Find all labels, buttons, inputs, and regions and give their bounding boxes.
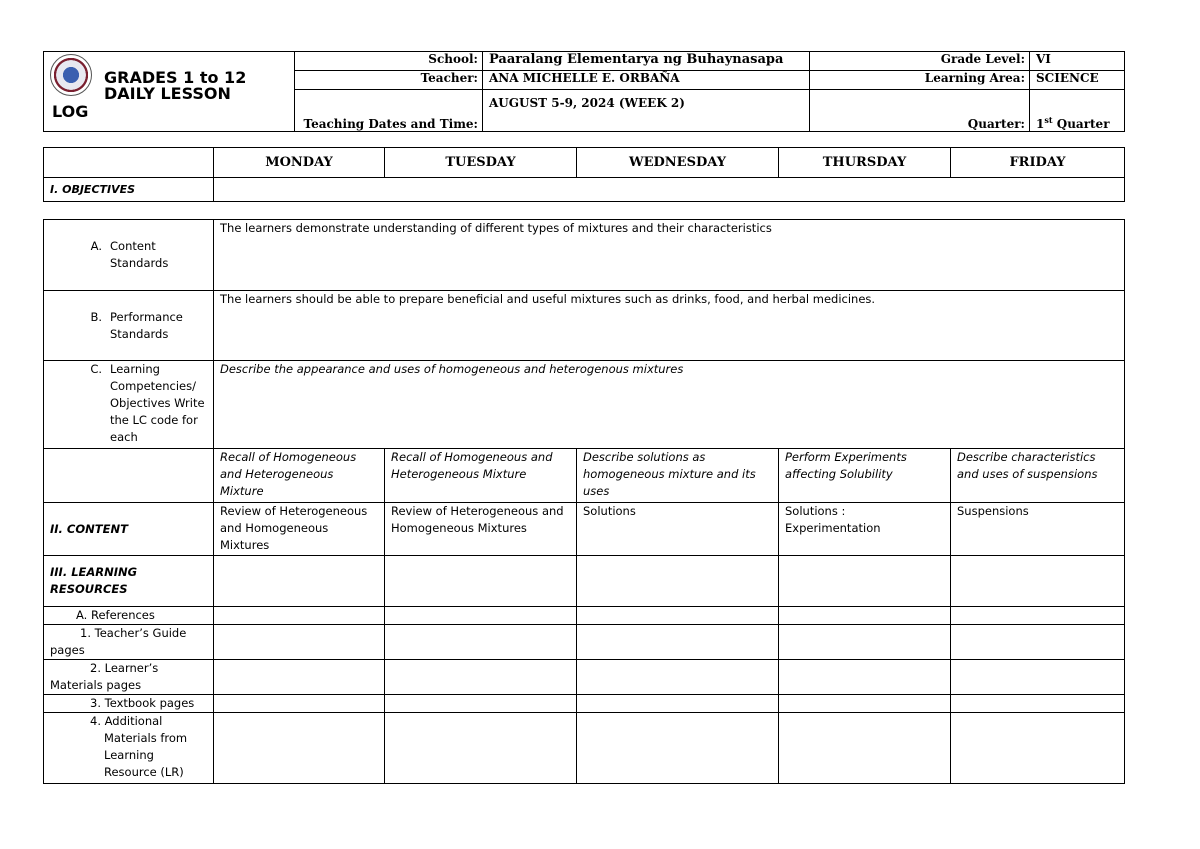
tb-thursday — [779, 695, 951, 713]
title-line3: LOG — [52, 102, 89, 121]
am-friday — [951, 713, 1125, 784]
objective-thursday: Perform Experiments affecting Solubility — [779, 449, 951, 503]
lm-thursday — [779, 660, 951, 695]
title-line2: DAILY LESSON — [104, 84, 231, 103]
performance-standards-text: The learners should be able to prepare beneficial and useful mixtures such as drinks, food, and herbal medicines. — [214, 291, 1125, 361]
content-thursday: Solutions : Experimentation — [779, 503, 951, 556]
learning-competencies-text: Describe the appearance and uses of homogeneous and heterogenous mixtures — [214, 361, 1125, 449]
day-header-thursday: THURSDAY — [779, 148, 951, 178]
quarter-label: Quarter: — [810, 90, 1030, 132]
school-label: School: — [295, 52, 483, 71]
grade-level-label: Grade Level: — [810, 52, 1030, 71]
learning-area-label: Learning Area: — [810, 71, 1030, 90]
title-cell — [44, 52, 295, 132]
title-line1: GRADES 1 to 12 — [104, 68, 247, 87]
content-tuesday: Review of Heterogeneous and Homogeneous Mixtures — [385, 503, 577, 556]
am-monday — [214, 713, 385, 784]
objectives-empty-cell — [214, 178, 1125, 202]
resources-wednesday — [577, 556, 779, 607]
tg-thursday — [779, 625, 951, 660]
content-monday: Review of Heterogeneous and Homogeneous Mixtures — [214, 503, 385, 556]
daily-objectives-label — [44, 449, 214, 503]
references-thursday — [779, 607, 951, 625]
tg-wednesday — [577, 625, 779, 660]
references-tuesday — [385, 607, 577, 625]
teacher-value: ANA MICHELLE E. ORBAÑA — [483, 71, 810, 90]
resources-friday — [951, 556, 1125, 607]
day-header-wednesday: WEDNESDAY — [577, 148, 779, 178]
objective-friday: Describe characteristics and uses of suspensions — [951, 449, 1125, 503]
tb-wednesday — [577, 695, 779, 713]
learning-area-value: SCIENCE — [1030, 71, 1125, 90]
tg-friday — [951, 625, 1125, 660]
content-heading: II. CONTENT — [44, 503, 214, 556]
tb-friday — [951, 695, 1125, 713]
references-label: A. References — [44, 607, 214, 625]
am-tuesday — [385, 713, 577, 784]
tg-monday — [214, 625, 385, 660]
tb-tuesday — [385, 695, 577, 713]
objective-tuesday: Recall of Homogeneous and Heterogeneous Mixture — [385, 449, 577, 503]
content-standards-text: The learners demonstrate understanding of different types of mixtures and their characteristics — [214, 220, 1125, 291]
resources-monday — [214, 556, 385, 607]
header-table — [43, 51, 1125, 132]
days-table — [43, 147, 1125, 202]
additional-materials-label: 4. Additional Materials from Learning Resource (LR) — [44, 713, 214, 784]
grade-level-value: VI — [1030, 52, 1125, 71]
lm-tuesday — [385, 660, 577, 695]
references-wednesday — [577, 607, 779, 625]
content-friday: Suspensions — [951, 503, 1125, 556]
learning-resources-heading: III. LEARNING RESOURCES — [44, 556, 214, 607]
day-header-friday: FRIDAY — [951, 148, 1125, 178]
performance-standards-label: B. Performance Standards — [44, 291, 214, 361]
quarter-value: 1st Quarter — [1030, 90, 1125, 132]
references-monday — [214, 607, 385, 625]
resources-thursday — [779, 556, 951, 607]
am-wednesday — [577, 713, 779, 784]
tg-tuesday — [385, 625, 577, 660]
tb-monday — [214, 695, 385, 713]
objective-monday: Recall of Homogeneous and Heterogeneous Mixture — [214, 449, 385, 503]
teaching-dates-value: AUGUST 5-9, 2024 (WEEK 2) — [483, 90, 810, 132]
teaching-dates-label: Teaching Dates and Time: — [295, 90, 483, 132]
corner-cell — [44, 148, 214, 178]
lesson-table — [43, 219, 1125, 784]
content-wednesday: Solutions — [577, 503, 779, 556]
day-header-tuesday: TUESDAY — [385, 148, 577, 178]
objective-wednesday: Describe solutions as homogeneous mixture and its uses — [577, 449, 779, 503]
textbook-pages-label: 3. Textbook pages — [44, 695, 214, 713]
resources-tuesday — [385, 556, 577, 607]
lm-friday — [951, 660, 1125, 695]
day-header-monday: MONDAY — [214, 148, 385, 178]
teacher-label: Teacher: — [295, 71, 483, 90]
objectives-heading: I. OBJECTIVES — [44, 178, 214, 202]
lm-monday — [214, 660, 385, 695]
am-thursday — [779, 713, 951, 784]
learning-competencies-label: C. Learning Competencies/ Objectives Write the LC code for each — [44, 361, 214, 449]
references-friday — [951, 607, 1125, 625]
learners-materials-label: 2. Learner’s Materials pages — [44, 660, 214, 695]
teachers-guide-label: 1. Teacher’s Guide pages — [44, 625, 214, 660]
school-value: Paaralang Elementarya ng Buhaynasapa — [483, 52, 810, 71]
content-standards-label: A. Content Standards — [44, 220, 214, 291]
lm-wednesday — [577, 660, 779, 695]
